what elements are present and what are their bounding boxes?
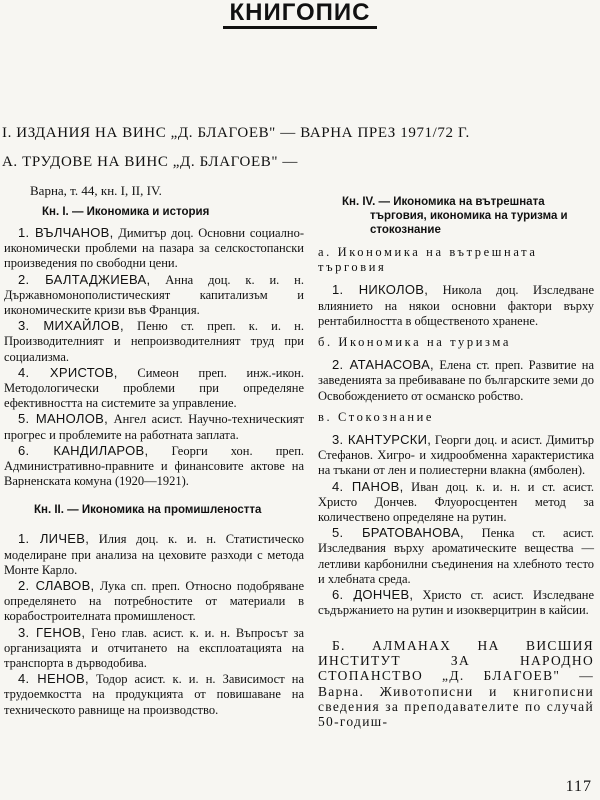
author-name: 2. АТАНАСОВА, xyxy=(332,357,434,373)
section-heading-main: I. ИЗДАНИЯ НА ВИНС „Д. БЛАГОЕВ" — ВАРНА ПРЕЗ 1971/72 Г. xyxy=(2,125,470,141)
right-column xyxy=(318,195,594,743)
list-item xyxy=(4,318,304,365)
list-item xyxy=(4,443,304,490)
list-item xyxy=(4,411,304,442)
list-item xyxy=(4,671,304,718)
entry-text: Георги доц. и асист. Димитър Стефанов. Хигро- и хидрообменна характеристика на тъкани от лен и полиестерни влакна (ямболен). xyxy=(318,433,594,478)
list-item xyxy=(318,479,594,526)
list-item xyxy=(318,357,594,404)
list-item xyxy=(4,225,304,272)
section-heading-book-2: Кн. II. — Икономика на промишлеността xyxy=(34,504,262,517)
section-heading-book-1: Кн. I. — Икономика и история xyxy=(42,206,210,218)
list-item xyxy=(4,578,304,625)
left-column xyxy=(4,205,304,718)
author-name: 4. ПАНОВ, xyxy=(332,478,404,494)
list-item xyxy=(318,587,594,618)
author-name: 1. ВЪЛЧАНОВ, xyxy=(18,225,114,240)
author-name: 3. ГЕНОВ, xyxy=(18,624,86,640)
entry-text: Димитър доц. Основни социално-икономически проблеми на пазара за селскостопански произведения по свободни цени. xyxy=(4,226,305,271)
author-name: 1. НИКОЛОВ, xyxy=(332,282,429,298)
list-item xyxy=(4,531,304,578)
list-item xyxy=(318,282,594,329)
author-name: 3. КАНТУРСКИ, xyxy=(332,432,432,448)
author-name: 4. НЕНОВ, xyxy=(18,671,89,687)
author-name: 1. ЛИЧЕВ, xyxy=(18,531,90,547)
subsection-label-c: в. Стокознание xyxy=(318,409,435,424)
entry-text: Тодор асист. к. и. н. Зависимост на трудоемкостта на продукцията от повишаване на техническото равнище на производство. xyxy=(4,672,304,717)
list-item xyxy=(318,525,594,587)
entry-text: Лука сп. преп. Относно подобряване определянето на потребностите от материали в корабостроителната промишленост. xyxy=(4,579,304,624)
almanac-entry xyxy=(318,638,594,729)
list-item xyxy=(4,365,304,412)
entry-text: Гено глав. асист. к. и. н. Въпросът за организацията и отчитането на експлоатацията на транспорта в дърводобива. xyxy=(4,625,304,671)
entry-text: Илия доц. к. и. н. Статистическо моделиране при анализа на цеховите разходи с метода Монте Карло. xyxy=(4,532,304,577)
author-name: 2. БАЛТАДЖИЕВА, xyxy=(18,271,151,287)
list-item xyxy=(4,272,304,319)
entry-text: Анна доц. к. и. н. Държавномонополистическият капитализъм и икономическите кризи във Франция. xyxy=(4,272,304,318)
author-name: 5. МАНОЛОВ, xyxy=(18,411,109,427)
subsection-label-a: а. Икономика на вътрешната търговия xyxy=(318,245,538,275)
author-name: 2. СЛАВОВ, xyxy=(18,578,95,594)
author-name: 3. МИХАЙЛОВ, xyxy=(18,318,124,334)
author-name: 5. БРАТОВАНОВА, xyxy=(332,525,464,541)
section-heading-book-4: Кн. IV. — Икономика на вътрешната търговия, икономика на туризма и стокознание xyxy=(342,196,568,236)
entry-text: Пеню ст. преп. к. и. н. Производителният и непроизводителният труд при социализма. xyxy=(4,319,304,364)
section-heading-sub: А. ТРУДОВЕ НА ВИНС „Д. БЛАГОЕВ" — xyxy=(2,154,298,170)
page-title xyxy=(0,0,600,26)
author-name: 4. ХРИСТОВ, xyxy=(18,364,118,380)
entry-text: Георги хон. преп. Административно-правните и финансовите актове на Варненската комуна (1920—1921). xyxy=(4,443,305,489)
almanac-heading: Б. АЛМАНАХ НА ВИСШИЯ ИНСТИТУТ ЗА НАРОДНО СТОПАНСТВО „Д. БЛАГОЕВ" xyxy=(318,637,594,684)
entry-text: Христо ст. асист. Изследване съдържанието на рутин и изокверцитрин в кайсии. xyxy=(318,588,594,618)
entry-text: Ангел асист. Научно-техническият прогрес и проблемите на работната заплата. xyxy=(4,412,304,442)
page-number: 117 xyxy=(565,778,592,795)
publication-info: Варна, т. 44, кн. I, II, IV. xyxy=(30,183,162,198)
entry-text: Иван доц. к. и. н. и ст. асист. Христо Дончев. Флуоросцентен метод за количествено определяне на рутин. xyxy=(318,479,594,525)
entry-text: Никола доц. Изследване влиянието на някои основни фактори върху рентабилността в общественото хранене. xyxy=(318,283,594,328)
entry-text: Пенка ст. асист. Изследвания върху ароматическите вещества — летливи карбонилни съединения на хлебното тесто и хлебната среда. xyxy=(318,526,595,586)
list-item xyxy=(318,432,594,479)
author-name: 6. ДОНЧЕВ, xyxy=(332,587,414,603)
author-name: 6. КАНДИЛАРОВ, xyxy=(18,442,149,458)
title-text: КНИГОПИС xyxy=(223,0,376,29)
list-item xyxy=(4,625,304,672)
subsection-label-b: б. Икономика на туризма xyxy=(318,335,511,350)
entry-text: Симеон преп. инж.-икон. Методологически проблеми при определяне ефективността на системите за управление. xyxy=(4,365,304,411)
entry-text: Елена ст. преп. Развитие на заведенията за пребиваване по българските земи до Освобождението от османско робство. xyxy=(318,358,595,403)
almanac-text: — Варна. Животописни и книгописни сведения за преподавателите по случай 50-годиш- xyxy=(318,668,594,729)
